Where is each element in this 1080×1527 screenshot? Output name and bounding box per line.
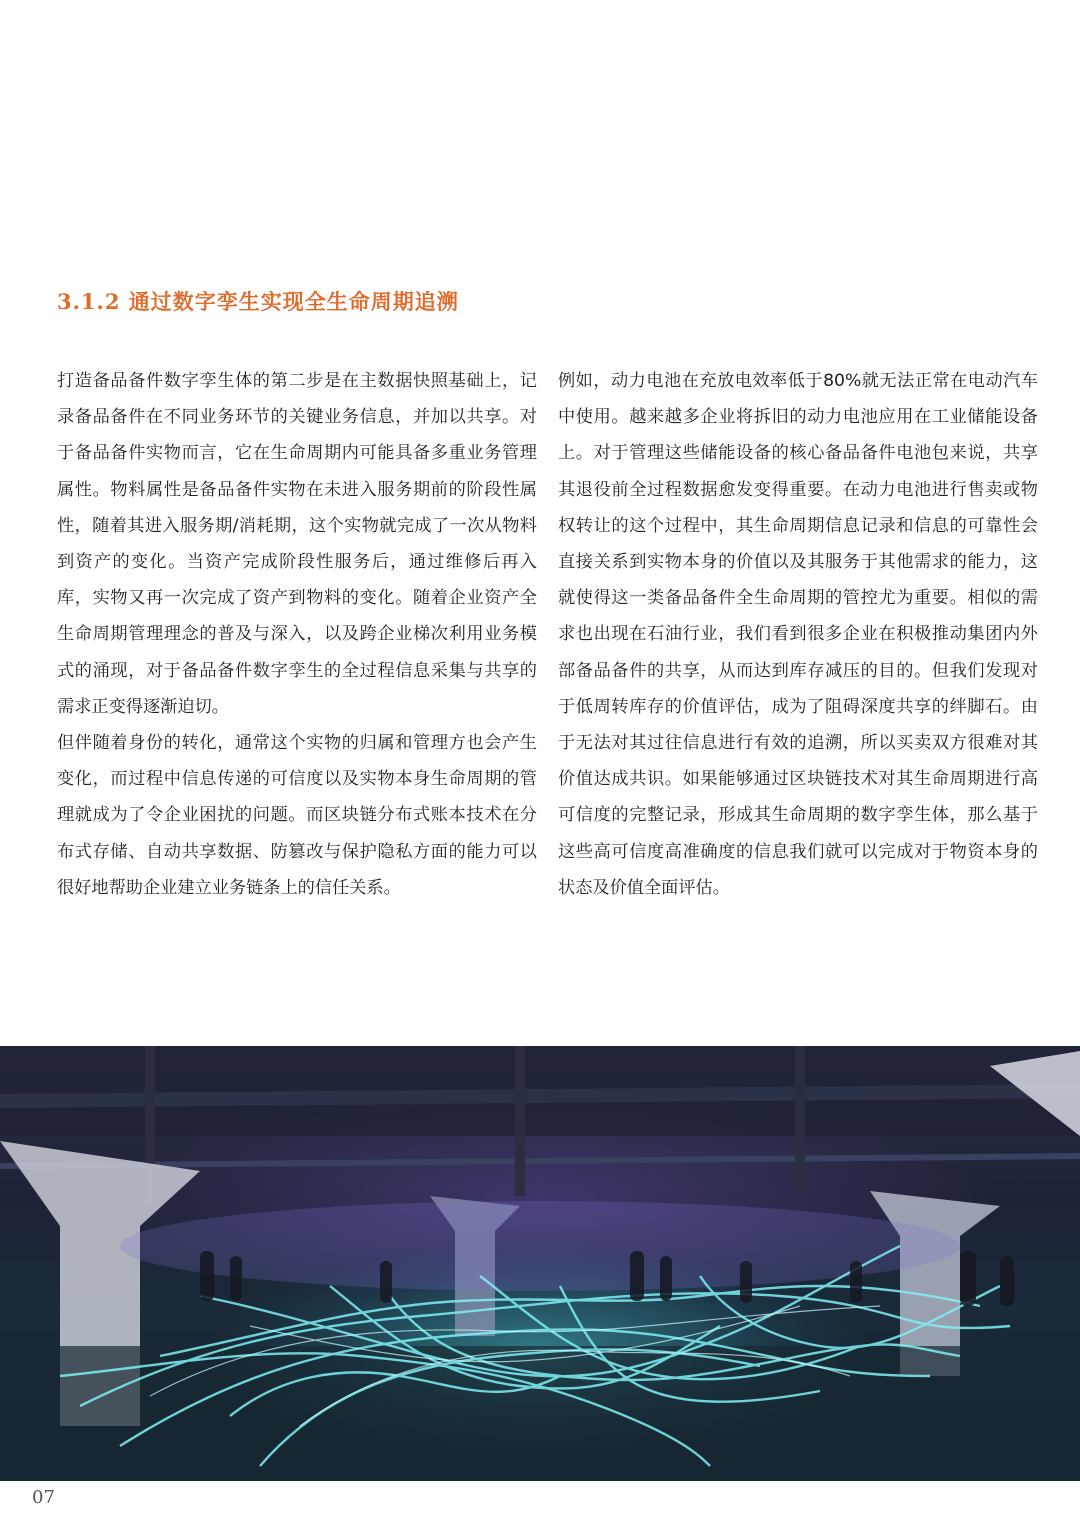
paragraph: 但伴随着身份的转化，通常这个实物的归属和管理方也会产生变化，而过程中信息传递的可信度以及实物本身生命周期的管理就成为了令企业困扰的问题。而区块链分布式账本技术在分布式存储、自动共享数据、防篡改与保护隐私方面的能力可以很好地帮助企业建立业务链条上的信任关系。 (57, 733, 537, 898)
paragraph: 打造备品备件数字孪生体的第二步是在主数据快照基础上，记录备品备件在不同业务环节的关键业务信息，并加以共享。对于备品备件实物而言，它在生命周期内可能具备多重业务管理属性。物料属性是备品备件实物在未进入服务期前的阶段性属性，随着其进入服务期/消耗期，这个实物就完成了一次从物料到资产的变化。当资产完成阶段性服务后，通过维修后再入库，实物又再一次完成了资产到物料的变化。随着企业资产全生命周期管理理念的普及与深入，以及跨企业梯次利用业务模式的涌现，对于备品备件数字孪生的全过程信息采集与共享的需求正变得逐渐迫切。 (57, 371, 537, 717)
left-text-column (57, 363, 537, 906)
page-number: 07 (32, 1487, 55, 1508)
section-heading: 3.1.2 通过数字孪生实现全生命周期追溯 (57, 289, 459, 314)
right-text-column (558, 363, 1038, 906)
photo-scene (0, 1046, 1080, 1481)
light-installation-photo (0, 1046, 1080, 1481)
paragraph: 例如，动力电池在充放电效率低于80%就无法正常在电动汽车中使用。越来越多企业将拆旧的动力电池应用在工业储能设备上。对于管理这些储能设备的核心备品备件电池包来说，共享其退役前全过程数据愈发变得重要。在动力电池进行售卖或物权转让的这个过程中，其生命周期信息记录和信息的可靠性会直接关系到实物本身的价值以及其服务于其他需求的能力，这就使得这一类备品备件全生命周期的管控尤为重要。相似的需求也出现在石油行业，我们看到很多企业在积极推动集团内外部备品备件的共享，从而达到库存减压的目的。但我们发现对于低周转库存的价值评估，成为了阻碍深度共享的绊脚石。由于无法对其过往信息进行有效的追溯，所以买卖双方很难对其价值达成共识。如果能够通过区块链技术对其生命周期进行高可信度的完整记录，形成其生命周期的数字孪生体，那么基于这些高可信度高准确度的信息我们就可以完成对于物资本身的状态及价值全面评估。 (558, 371, 1038, 898)
